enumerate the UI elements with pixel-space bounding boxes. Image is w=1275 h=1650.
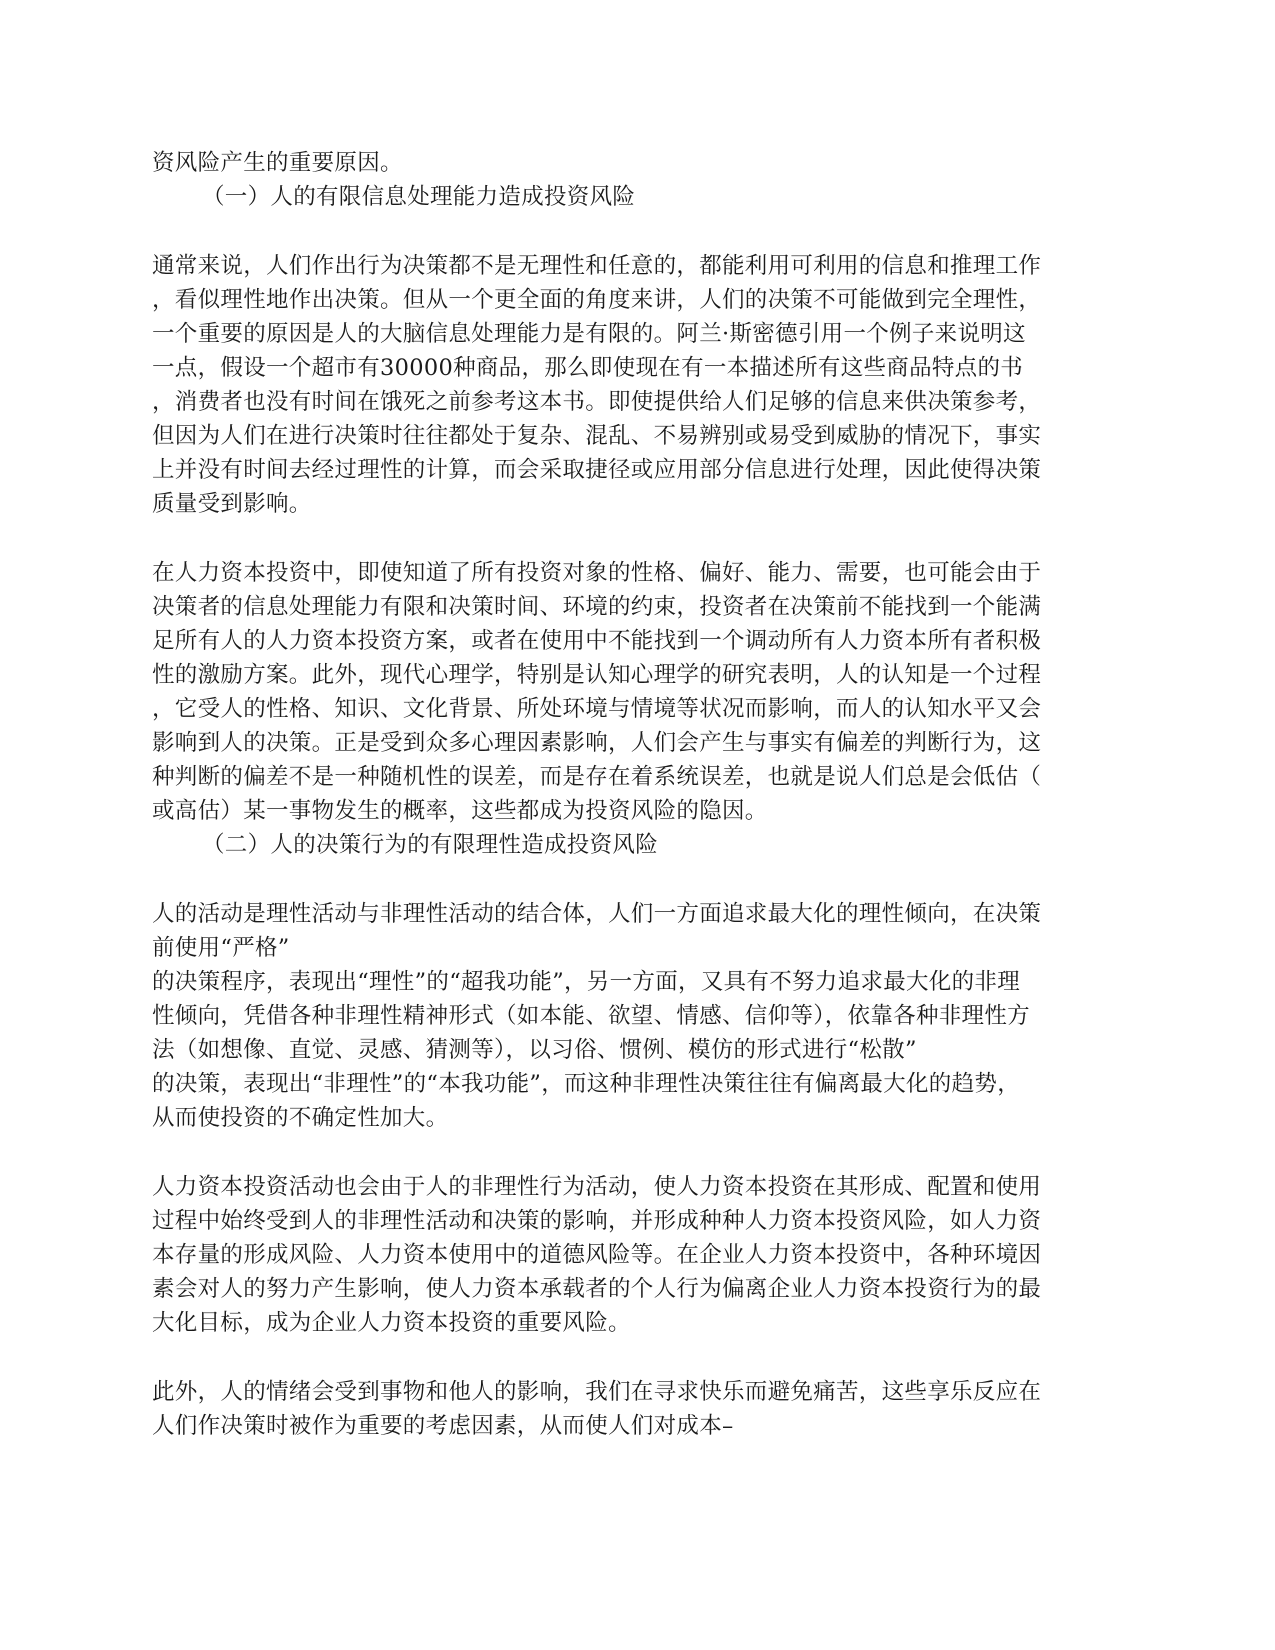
text-line: 或高估）某一事物发生的概率，这些都成为投资风险的隐因。 bbox=[152, 798, 768, 824]
text-line: 人们作决策时被作为重要的考虑因素，从而使人们对成本– bbox=[152, 1413, 734, 1439]
text-line: 过程中始终受到人的非理性活动和决策的影响，并形成种种人力资本投资风险，如人力资 bbox=[152, 1208, 1042, 1234]
text-line: 人力资本投资活动也会由于人的非理性行为活动，使人力资本投资在其形成、配置和使用 bbox=[152, 1174, 1042, 1200]
text-line: 从而使投资的不确定性加大。 bbox=[152, 1105, 449, 1131]
text-line: 此外，人的情绪会受到事物和他人的影响，我们在寻求快乐而避免痛苦，这些享乐反应在 bbox=[152, 1379, 1042, 1405]
text-line: 在人力资本投资中，即使知道了所有投资对象的性格、偏好、能力、需要，也可能会由于 bbox=[152, 560, 1042, 586]
text-line: 本存量的形成风险、人力资本使用中的道德风险等。在企业人力资本投资中，各种环境因 bbox=[152, 1242, 1042, 1268]
text-line: 但因为人们在进行决策时往往都处于复杂、混乱、不易辨别或易受到威胁的情况下，事实 bbox=[152, 423, 1042, 449]
text-line: 决策者的信息处理能力有限和决策时间、环境的约束，投资者在决策前不能找到一个能满 bbox=[152, 594, 1042, 620]
text-line: 一个重要的原因是人的大脑信息处理能力是有限的。阿兰·斯密德引用一个例子来说明这 bbox=[152, 321, 1026, 347]
text-line: 性的激励方案。此外，现代心理学，特别是认知心理学的研究表明，人的认知是一个过程 bbox=[152, 662, 1042, 688]
text-line: 的决策，表现出“非理性”的“本我功能”，而这种非理性决策往往有偏离最大化的趋势， bbox=[152, 1071, 1021, 1097]
paragraph-gap bbox=[152, 214, 1132, 249]
paragraph-gap bbox=[152, 1340, 1132, 1375]
paragraph-gap bbox=[152, 1135, 1132, 1170]
paragraph-gap bbox=[152, 862, 1132, 897]
text-line: 前使用“严格” bbox=[152, 935, 290, 961]
section-heading-line: （二）人的决策行为的有限理性造成投资风险 bbox=[202, 832, 659, 858]
text-line: 质量受到影响。 bbox=[152, 491, 312, 517]
text-line: 影响到人的决策。正是受到众多心理因素影响，人们会产生与事实有偏差的判断行为，这 bbox=[152, 730, 1042, 756]
text-line: 一点，假设一个超市有30000种商品，那么即使现在有一本描述所有这些商品特点的书 bbox=[152, 355, 1024, 381]
text-line: 种判断的偏差不是一种随机性的误差，而是存在着系统误差，也就是说人们总是会低估（ bbox=[152, 764, 1042, 790]
text-line: 大化目标，成为企业人力资本投资的重要风险。 bbox=[152, 1310, 631, 1336]
paragraph-gap bbox=[152, 521, 1132, 556]
text-line: 人的活动是理性活动与非理性活动的结合体，人们一方面追求最大化的理性倾向，在决策 bbox=[152, 901, 1042, 927]
text-line: 素会对人的努力产生影响，使人力资本承载者的个人行为偏离企业人力资本投资行为的最 bbox=[152, 1276, 1042, 1302]
document-body bbox=[152, 146, 1132, 1443]
section-heading-line: （一）人的有限信息处理能力造成投资风险 bbox=[202, 184, 636, 210]
text-line: 资风险产生的重要原因。 bbox=[152, 150, 403, 176]
text-line: 法（如想像、直觉、灵感、猜测等），以习俗、惯例、模仿的形式进行“松散” bbox=[152, 1037, 917, 1063]
text-line: 足所有人的人力资本投资方案，或者在使用中不能找到一个调动所有人力资本所有者积极 bbox=[152, 628, 1042, 654]
text-line: ，看似理性地作出决策。但从一个更全面的角度来讲，人们的决策不可能做到完全理性， bbox=[152, 287, 1042, 313]
text-line: 通常来说，人们作出行为决策都不是无理性和任意的，都能利用可利用的信息和推理工作 bbox=[152, 253, 1042, 279]
text-line: 性倾向，凭借各种非理性精神形式（如本能、欲望、情感、信仰等），依靠各种非理性方 bbox=[152, 1003, 1030, 1029]
text-line: 上并没有时间去经过理性的计算，而会采取捷径或应用部分信息进行处理，因此使得决策 bbox=[152, 457, 1042, 483]
text-line: ，它受人的性格、知识、文化背景、所处环境与情境等状况而影响，而人的认知水平又会 bbox=[152, 696, 1042, 722]
text-line: 的决策程序，表现出“理性”的“超我功能”，另一方面，又具有不努力追求最大化的非理 bbox=[152, 969, 1021, 995]
text-line: ，消费者也没有时间在饿死之前参考这本书。即使提供给人们足够的信息来供决策参考， bbox=[152, 389, 1042, 415]
